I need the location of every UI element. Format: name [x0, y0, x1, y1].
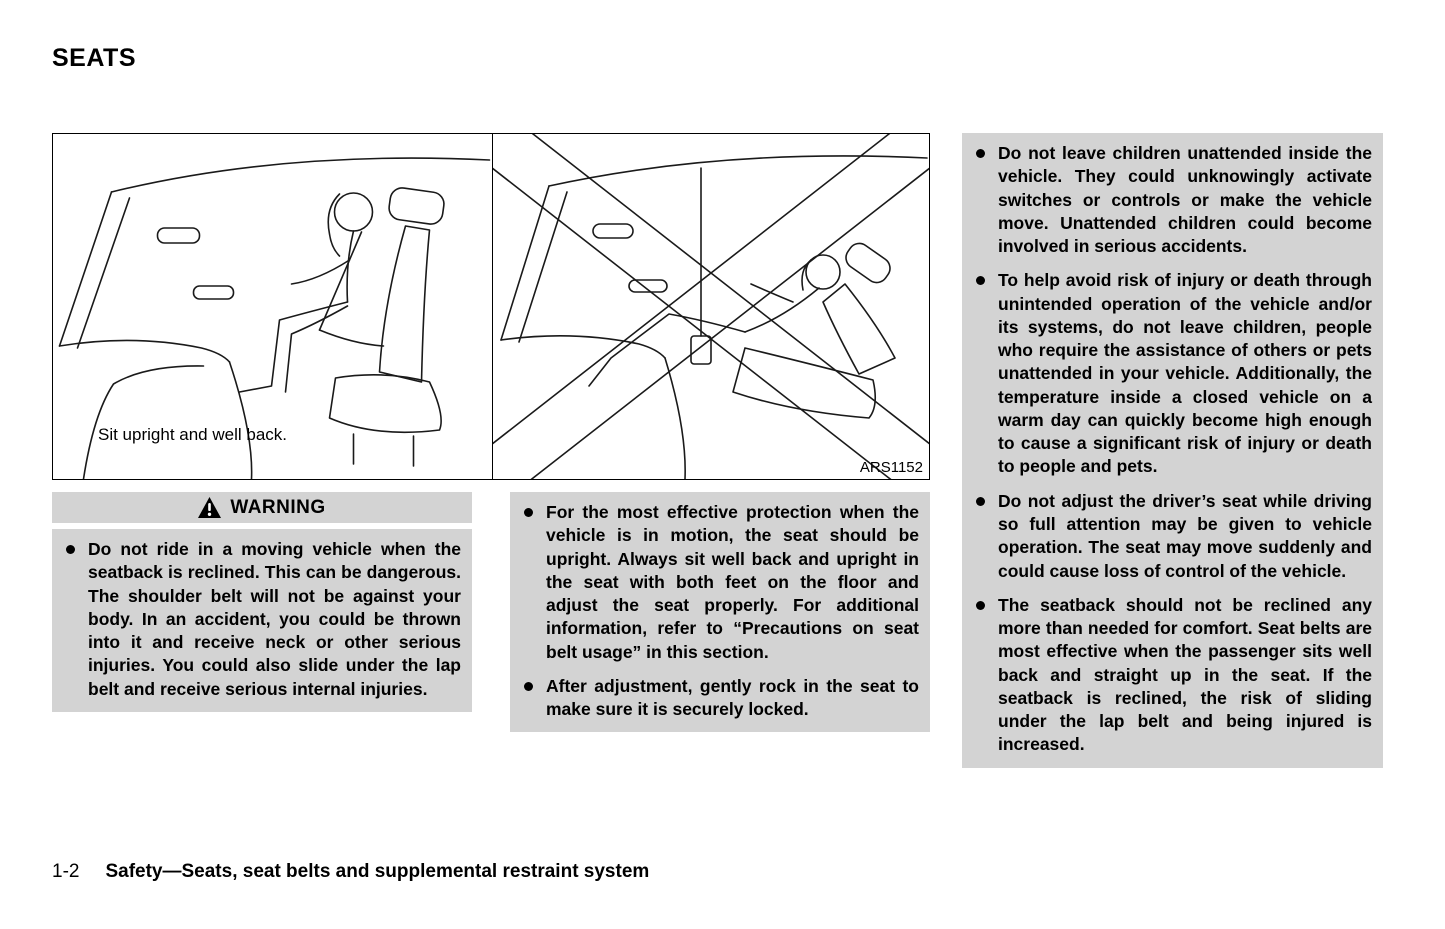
warning-label: WARNING	[230, 496, 326, 518]
footer-title: Safety—Seats, seat belts and supplemental restraint system	[105, 861, 650, 882]
page-footer	[52, 861, 649, 883]
bullet-icon	[976, 497, 985, 506]
list-item	[973, 142, 1372, 258]
bullet-icon	[524, 508, 533, 517]
precaution-text: Do not adjust the driver’s seat while driving so full attention may be given to vehicle operation. The seat may move suddenly and could cause loss of control of the vehicle.	[998, 490, 1372, 581]
precaution-text: To help avoid risk of injury or death through unintended operation of the vehicle and/or its systems, do not leave children, people who require the assistance of others or pets unattended in your vehicle. Additionally, the temperature inside a closed vehicle on a warm day can quickly become high enough to cause a significant risk of injury or death to people and pets.	[998, 270, 1372, 477]
warning-section	[52, 492, 472, 712]
figure-reference-code: ARS1152	[859, 459, 923, 476]
list-item	[973, 594, 1372, 757]
seat-adjustment-info-box	[510, 492, 930, 732]
info-text: For the most effective protection when the vehicle is in motion, the seat should be upright. Always sit well back and upright in the seat with both feet on the floor and adjust the seat properly. For additional information, refer to “Precautions on seat belt usage” in this section.	[546, 502, 919, 662]
warning-body	[52, 529, 472, 712]
bullet-icon	[976, 276, 985, 285]
warning-text: Do not ride in a moving vehicle when the seatback is reclined. This can be dangerous. The shoulder belt will not be against your body. In an accident, you could be thrown into it and receive neck or other serious injuries. You could also slide under the lap belt and receive serious internal injuries.	[88, 539, 461, 699]
warning-header	[52, 492, 472, 523]
page-title: SEATS	[52, 44, 136, 72]
bullet-icon	[976, 601, 985, 610]
precaution-text: The seatback should not be reclined any more than needed for comfort. Seat belts are most effective when the passenger sits well back and straight up in the seat. If the seatback is reclined, the risk of sliding under the lap belt and being injured is increased.	[998, 594, 1372, 755]
list-item	[521, 675, 919, 722]
seat-figure	[52, 133, 930, 480]
reclined-person-crossed-out-illustration	[493, 134, 929, 479]
safety-precautions-box	[962, 133, 1383, 768]
info-text: After adjustment, gently rock in the seat to make sure it is securely locked.	[546, 675, 919, 720]
warning-triangle-icon	[198, 497, 221, 518]
cross-out-x	[493, 134, 929, 479]
precaution-text: Do not leave children unattended inside the vehicle. They could unknowingly activate switches or controls or make the vehicle move. Unattended children could become involved in serious accidents.	[998, 143, 1372, 257]
bullet-icon	[524, 682, 533, 691]
list-item	[521, 501, 919, 664]
list-item	[973, 490, 1372, 583]
figure-right-panel	[493, 134, 929, 479]
figure-caption: Sit upright and well back.	[98, 425, 287, 444]
bullet-icon	[66, 545, 75, 554]
list-item	[973, 269, 1372, 478]
page-number: 1-2	[52, 861, 80, 882]
figure-left-panel	[53, 134, 493, 479]
bullet-icon	[976, 149, 985, 158]
list-item	[63, 538, 461, 701]
